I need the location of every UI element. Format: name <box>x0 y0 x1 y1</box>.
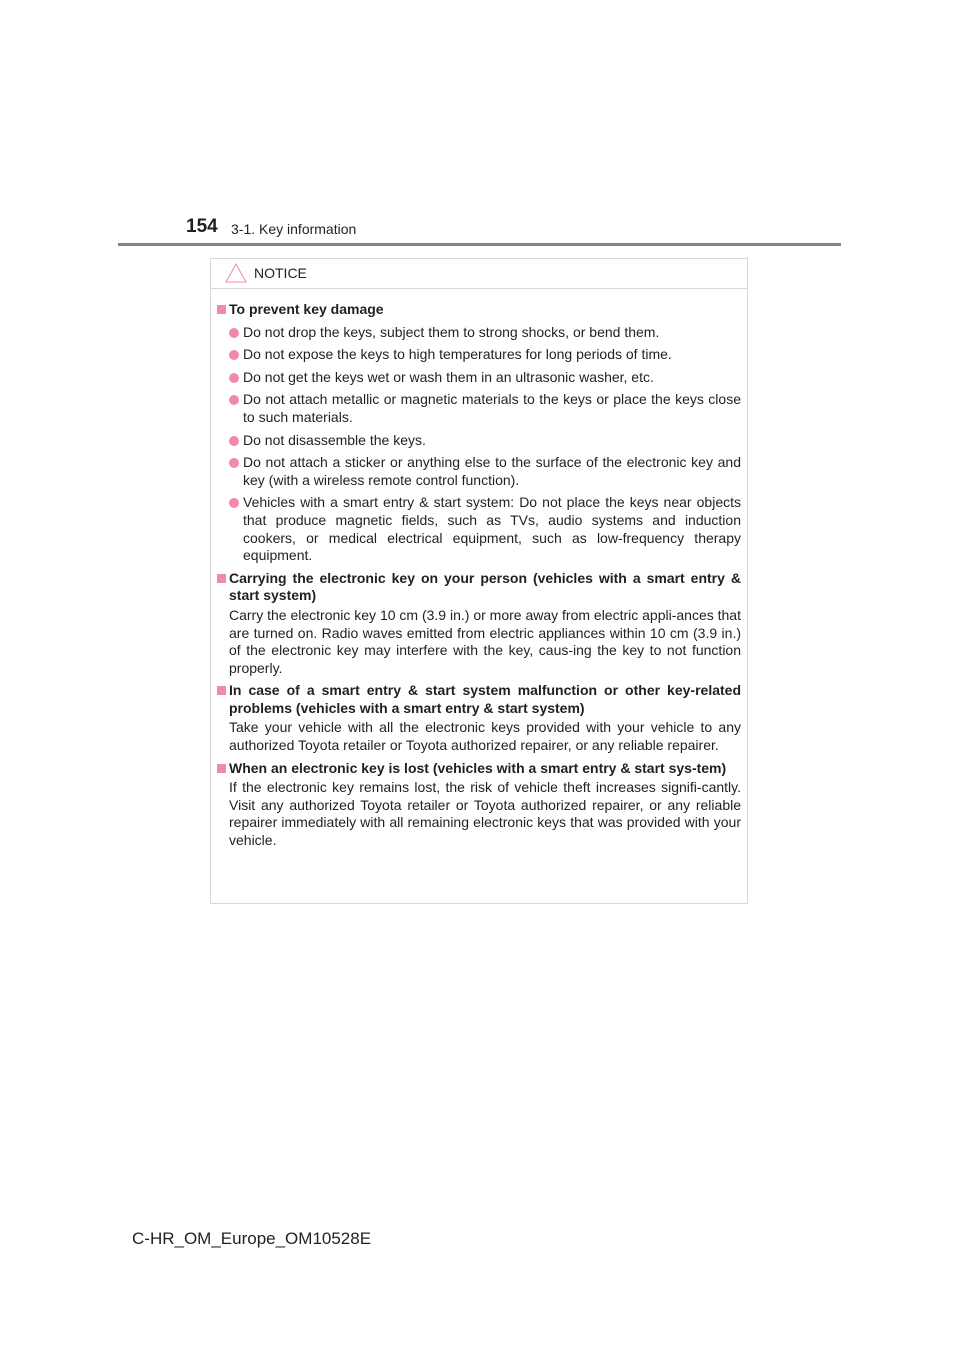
round-bullet-icon <box>229 458 239 468</box>
list-item-text: Do not expose the keys to high temperatures for long periods of time. <box>243 346 672 363</box>
round-bullet-icon <box>229 328 239 338</box>
round-bullet-icon <box>229 373 239 383</box>
square-bullet-icon <box>217 574 226 583</box>
notice-box <box>210 258 748 904</box>
list-item <box>229 369 741 387</box>
document-code: C-HR_OM_Europe_OM10528E <box>132 1229 372 1248</box>
section-heading: When an electronic key is lost (vehicles with a smart entry & start sys-tem) <box>229 759 727 776</box>
square-bullet-icon <box>217 305 226 314</box>
notice-body <box>211 289 747 850</box>
header-rule <box>118 243 841 246</box>
square-bullet-icon <box>217 764 226 773</box>
notice-section-carrying-key <box>217 570 741 678</box>
square-bullet-icon <box>217 686 226 695</box>
round-bullet-icon <box>229 350 239 360</box>
list-item-text: Do not get the keys wet or wash them in an ultrasonic washer, etc. <box>243 368 654 385</box>
round-bullet-icon <box>229 498 239 508</box>
page-number: 154 <box>186 216 218 237</box>
list-item <box>229 391 741 426</box>
list-item <box>229 454 741 489</box>
list-item-text: Do not attach metallic or magnetic materials to the keys or place the keys close to such materials. <box>243 391 741 425</box>
list-item-text: Vehicles with a smart entry & start system: Do not place the keys near objects that produce magnetic fields, such as TVs, audio systems and induction cookers, or medical electrical equipment, such as low-frequency therapy equipment. <box>243 494 741 564</box>
notice-section-malfunction <box>217 682 741 754</box>
list-item-text: Do not drop the keys, subject them to strong shocks, or bend them. <box>243 323 660 340</box>
round-bullet-icon <box>229 395 239 405</box>
section-heading: Carrying the electronic key on your person (vehicles with a smart entry & start system) <box>229 569 741 604</box>
list-item-text: Do not disassemble the keys. <box>243 431 426 448</box>
round-bullet-icon <box>229 436 239 446</box>
list-item <box>229 494 741 564</box>
notice-section-lost-key <box>217 760 741 850</box>
list-item <box>229 346 741 364</box>
list-item-text: Do not attach a sticker or anything else to the surface of the electronic key and key (with a wireless remote control function). <box>243 454 741 488</box>
section-text: If the electronic key remains lost, the risk of vehicle theft increases signifi-cantly. Visit any authorized Toyota retailer or Toyota authorized repairer, or any reliable repairer immediately with all remaining electronic keys that was provided with your vehicle. <box>229 779 741 849</box>
section-title: 3-1. Key information <box>231 221 357 237</box>
section-text: Take your vehicle with all the electronic keys provided with your vehicle to any authorized Toyota retailer or Toyota authorized repairer, or any reliable repairer. <box>229 719 741 754</box>
list-item <box>229 432 741 450</box>
warning-triangle-icon <box>225 263 247 283</box>
notice-label: NOTICE <box>254 265 307 281</box>
notice-header <box>211 259 747 289</box>
section-heading: To prevent key damage <box>229 301 384 317</box>
section-heading: In case of a smart entry & start system malfunction or other key-related problems (vehicles with a smart entry & start system) <box>229 682 741 716</box>
notice-section-key-damage <box>217 301 741 565</box>
list-item <box>229 324 741 342</box>
section-text: Carry the electronic key 10 cm (3.9 in.) or more away from electric appli-ances that are turned on. Radio waves emitted from electric appliances within 10 cm (3.9 in.) of the electronic key may interfere with the key, caus-ing the key to not function properly. <box>229 606 741 676</box>
